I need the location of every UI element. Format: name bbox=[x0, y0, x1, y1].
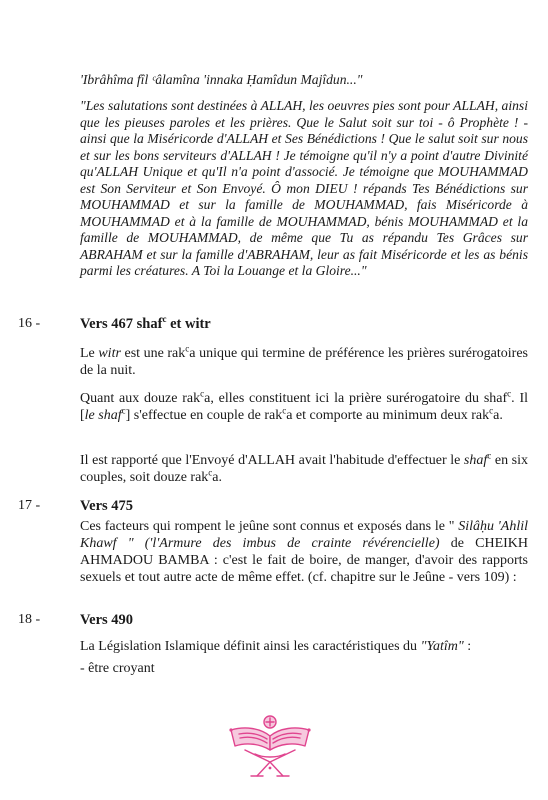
note-heading: Vers 467 shaf$^c$ et witr bbox=[80, 314, 211, 332]
open-book-on-stand-icon bbox=[225, 706, 315, 780]
note-heading: Vers 475 bbox=[80, 498, 134, 514]
note-paragraph: La Législation Islamique définit ainsi les caractéristiques du "Yatîm" : bbox=[80, 639, 472, 654]
note-paragraph: Ces facteurs qui rompent le jeûne sont connus et exposés dans le " Silâḥu 'Ahlil Khawf " ('l'Armure des imbus de crainte révérencielle) de CHEIKH AHMADOU BAMBA : c'est le fait de boire, de manger, d'avoir des rapports sexuels et tout autre acte de même effet. (cf. chapitre sur le Jeûne - vers 109) : bbox=[80, 519, 529, 585]
quote-intro: 'Ibrâhîma fîl ᶜâlamîna 'innaka Ḥamîdun Majîdun..." bbox=[80, 72, 363, 87]
note-heading: Vers 490 bbox=[80, 612, 134, 628]
note-paragraph: Le witr est une rak$^c$a unique qui termine de préférence les prières surérogatoires de la nuit. bbox=[80, 343, 529, 378]
note-list-item: - être croyant bbox=[80, 661, 155, 676]
note-paragraph: Quant aux douze rak$^c$a, elles constituent ici la prière surérogatoire du shaf$^c$. Il [le shaf$^c$] s'effectue en couple de rak$^c$a et comporte au minimum deux rak$^c$a. bbox=[80, 388, 528, 423]
note-number: 16 - bbox=[18, 316, 41, 331]
note-number: 18 - bbox=[18, 612, 41, 627]
quote-body: "Les salutations sont destinées à ALLAH, les oeuvres pies sont pour ALLAH, ainsi que les pieuses paroles et les prières. Que le Salut soit sur toi - ô Prophète ! - ainsi que la Miséricorde d'ALLAH et Ses Bénédictions ! Que le salut soit sur nous et sur les bons serviteurs d'ALLAH ! Je témoigne qu'il n'y a point d'autre Divinité qu'ALLAH Unique et qu'Il n'a point d'associé. Je témoigne que MOUHAMMAD est Son Serviteur et Son Envoyé. Ô mon DIEU ! répands Tes Bénédictions sur MOUHAMMAD et sur la famille de MOUHAMMAD, fais Miséricorde à MOUHAMMAD et à la famille de MOUHAMMAD, bénis MOUHAMMAD et la famille de MOUHAMMAD, de même que Tu as répandu Tes Grâces sur ABRAHAM et sur la famille d'ABRAHAM, leur as fait Miséricorde et les as bénis parmi les créatures. A Toi la Louange et la Gloire..." bbox=[80, 98, 528, 278]
note-paragraph: Il est rapporté que l'Envoyé d'ALLAH avait l'habitude d'effectuer le shaf$^c$ en six couples, soit douze rak$^c$a. bbox=[80, 450, 528, 485]
note-number: 17 - bbox=[18, 498, 41, 513]
